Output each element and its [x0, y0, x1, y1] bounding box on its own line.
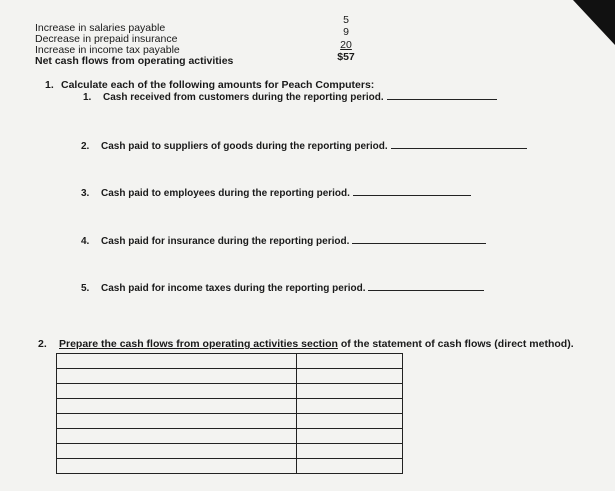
cash-flow-answer-table	[56, 353, 403, 474]
item-text: Cash received from customers during the reporting period.	[103, 92, 384, 103]
question-item	[81, 235, 486, 247]
statement-label: Net cash flows from operating activities	[35, 55, 234, 67]
question-number: 1.	[45, 79, 54, 91]
answer-blank[interactable]	[391, 140, 527, 149]
item-text: Cash paid to suppliers of goods during the reporting period.	[101, 141, 388, 152]
question-2-heading	[38, 338, 574, 350]
amount-cell[interactable]	[296, 354, 402, 369]
item-number: 3.	[81, 188, 90, 199]
question-number: 2.	[38, 338, 47, 350]
question-item	[81, 282, 484, 294]
table-row	[57, 384, 403, 399]
statement-amount: 9	[343, 26, 349, 38]
answer-blank[interactable]	[353, 187, 471, 196]
amount-cell[interactable]	[296, 414, 402, 429]
statement-label: Increase in salaries payable	[35, 22, 166, 34]
answer-blank[interactable]	[368, 282, 484, 291]
statement-amount: $57	[337, 51, 355, 63]
description-cell[interactable]	[57, 414, 297, 429]
item-number: 1.	[83, 92, 92, 103]
amount-cell[interactable]	[296, 399, 402, 414]
question-1-heading	[45, 79, 374, 91]
item-number: 2.	[81, 141, 90, 152]
table-row	[57, 399, 403, 414]
answer-blank[interactable]	[387, 91, 497, 100]
item-number: 4.	[81, 236, 90, 247]
description-cell[interactable]	[57, 384, 297, 399]
description-cell[interactable]	[57, 354, 297, 369]
table-row	[57, 429, 403, 444]
item-text: Cash paid for insurance during the reporting period.	[101, 236, 350, 247]
table-row	[57, 444, 403, 459]
table-row	[57, 459, 403, 474]
question-item	[81, 140, 527, 152]
table-row	[57, 354, 403, 369]
description-cell[interactable]	[57, 444, 297, 459]
description-cell[interactable]	[57, 459, 297, 474]
item-number: 5.	[81, 283, 90, 294]
question-text-underlined: Prepare the cash flows from operating activities section	[59, 338, 338, 350]
table-row	[57, 414, 403, 429]
question-text: of the statement of cash flows (direct method).	[337, 338, 574, 350]
amount-cell[interactable]	[296, 444, 402, 459]
statement-label: Increase in income tax payable	[35, 44, 180, 56]
question-item	[83, 91, 497, 103]
amount-cell[interactable]	[296, 384, 402, 399]
item-text: Cash paid for income taxes during the reporting period.	[101, 283, 366, 294]
description-cell[interactable]	[57, 429, 297, 444]
question-item	[81, 187, 471, 199]
item-text: Cash paid to employees during the reporting period.	[101, 188, 350, 199]
statement-label: Decrease in prepaid insurance	[35, 33, 178, 45]
description-cell[interactable]	[57, 369, 297, 384]
page-corner-shadow	[573, 0, 615, 45]
amount-cell[interactable]	[296, 429, 402, 444]
statement-amount: 20	[340, 39, 352, 51]
statement-total-row	[35, 51, 375, 67]
statement-amount: 5	[343, 14, 349, 26]
description-cell[interactable]	[57, 399, 297, 414]
amount-cell[interactable]	[296, 369, 402, 384]
question-text: Calculate each of the following amounts for Peach Computers:	[61, 79, 375, 91]
amount-cell[interactable]	[296, 459, 402, 474]
table-row	[57, 369, 403, 384]
answer-blank[interactable]	[352, 235, 486, 244]
statement-excerpt	[35, 13, 375, 67]
